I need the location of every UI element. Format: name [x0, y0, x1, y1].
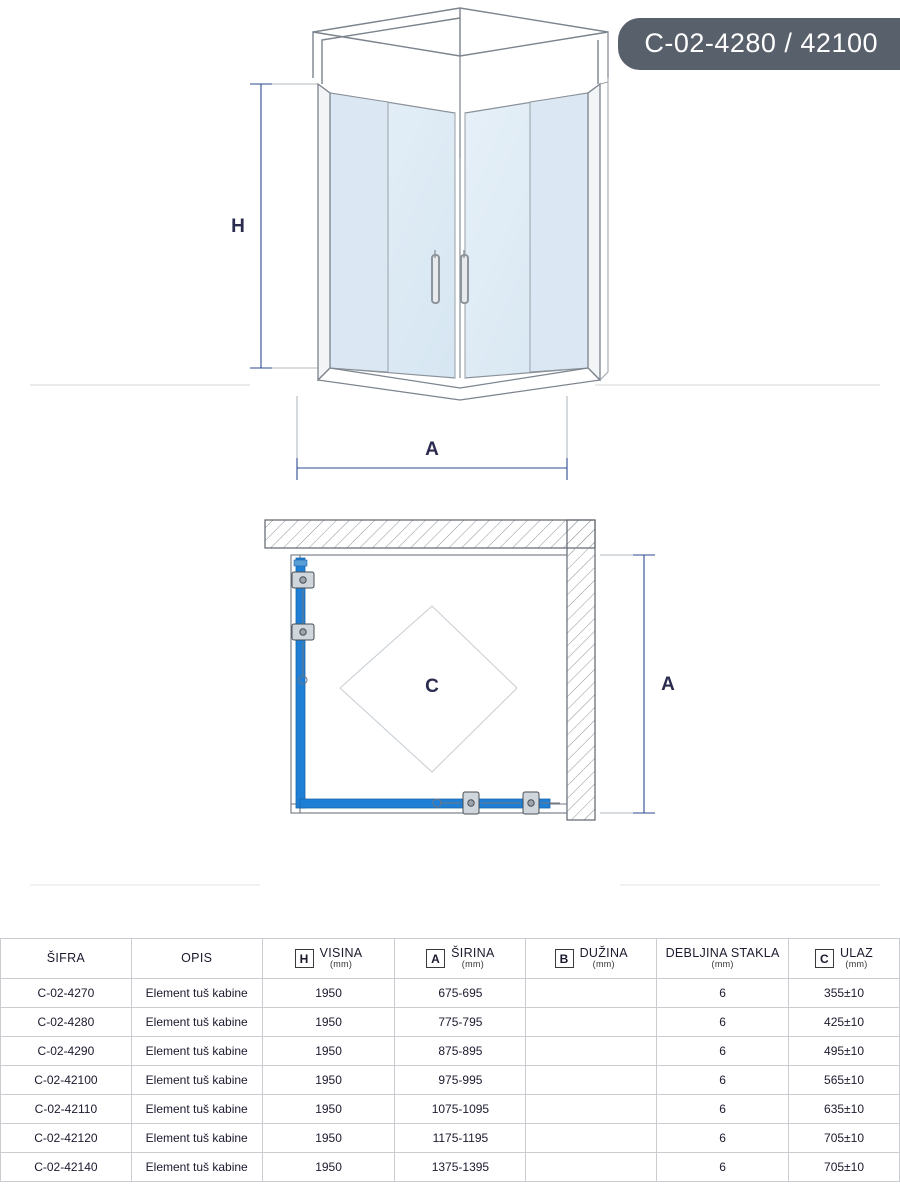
cell-sifra: C-02-42140	[1, 1153, 132, 1182]
header-cell-ulaz	[789, 939, 900, 979]
cell-debljina: 6	[657, 1066, 789, 1095]
cell-visina: 1950	[262, 1095, 395, 1124]
cell-sirina: 1175-1195	[395, 1124, 526, 1153]
cell-opis: Element tuš kabine	[131, 1037, 262, 1066]
cell-sifra: C-02-42120	[1, 1124, 132, 1153]
header-cell-sirina	[395, 939, 526, 979]
cell-visina: 1950	[262, 1153, 395, 1182]
cell-sirina: 1375-1395	[395, 1153, 526, 1182]
cell-debljina: 6	[657, 1037, 789, 1066]
cell-opis: Element tuš kabine	[131, 1095, 262, 1124]
header-label: ŠIFRA	[46, 950, 86, 965]
table-row	[1, 979, 900, 1008]
cell-visina: 1950	[262, 979, 395, 1008]
cell-duzina	[526, 979, 657, 1008]
table-row	[1, 1008, 900, 1037]
product-code-title: C-02-4280 / 42100	[618, 18, 900, 70]
cell-debljina: 6	[657, 979, 789, 1008]
table-row	[1, 1066, 900, 1095]
cell-duzina	[526, 1153, 657, 1182]
cell-visina: 1950	[262, 1037, 395, 1066]
dimension-label-h: H	[231, 216, 245, 237]
header-cell-duzina	[526, 939, 657, 979]
header-label: DUŽINA	[579, 946, 628, 961]
table-row	[1, 1153, 900, 1182]
header-cell-sifra	[1, 939, 132, 979]
cell-debljina: 6	[657, 1008, 789, 1037]
header-cell-visina	[262, 939, 395, 979]
header-unit: (mm)	[845, 959, 868, 970]
cell-duzina	[526, 1066, 657, 1095]
cell-opis: Element tuš kabine	[131, 1066, 262, 1095]
table-header-row	[1, 939, 900, 979]
cell-visina: 1950	[262, 1066, 395, 1095]
table-body	[1, 979, 900, 1182]
cell-sirina: 1075-1095	[395, 1095, 526, 1124]
specification-table	[0, 938, 900, 1182]
header-cell-opis	[131, 939, 262, 979]
table-row	[1, 1037, 900, 1066]
cell-ulaz: 495±10	[789, 1037, 900, 1066]
badge-a-icon: A	[426, 949, 445, 968]
cell-ulaz: 705±10	[789, 1153, 900, 1182]
cell-debljina: 6	[657, 1153, 789, 1182]
cell-duzina	[526, 1008, 657, 1037]
header-unit: (mm)	[592, 959, 615, 970]
cell-duzina	[526, 1095, 657, 1124]
header-label: DEBLJINA STAKLA	[665, 946, 780, 961]
cell-opis: Element tuš kabine	[131, 979, 262, 1008]
cell-duzina	[526, 1124, 657, 1153]
cell-sirina: 775-795	[395, 1008, 526, 1037]
badge-h-icon: H	[295, 949, 314, 968]
cell-duzina	[526, 1037, 657, 1066]
header-unit: (mm)	[329, 959, 353, 970]
cell-ulaz: 425±10	[789, 1008, 900, 1037]
cell-ulaz: 635±10	[789, 1095, 900, 1124]
header-label: OPIS	[181, 950, 213, 965]
table-row	[1, 1124, 900, 1153]
header-label: ŠIRINA	[451, 946, 495, 961]
header-label: ULAZ	[839, 946, 874, 961]
badge-b-icon: B	[555, 949, 574, 968]
cell-sirina: 875-895	[395, 1037, 526, 1066]
header-unit: (mm)	[711, 959, 734, 970]
badge-c-icon: C	[815, 949, 834, 968]
cell-visina: 1950	[262, 1008, 395, 1037]
dimension-label-a-plan: A	[661, 674, 675, 695]
cell-sifra: C-02-4270	[1, 979, 132, 1008]
plan-view-drawing	[0, 500, 900, 930]
header-unit: (mm)	[461, 959, 484, 970]
cell-sifra: C-02-42100	[1, 1066, 132, 1095]
dimension-label-a-top: A	[425, 439, 439, 460]
cell-ulaz: 355±10	[789, 979, 900, 1008]
cell-visina: 1950	[262, 1124, 395, 1153]
table-row	[1, 1095, 900, 1124]
cell-sifra: C-02-4290	[1, 1037, 132, 1066]
cell-debljina: 6	[657, 1124, 789, 1153]
cell-debljina: 6	[657, 1095, 789, 1124]
cell-sirina: 675-695	[395, 979, 526, 1008]
cell-ulaz: 565±10	[789, 1066, 900, 1095]
cell-opis: Element tuš kabine	[131, 1008, 262, 1037]
cell-sifra: C-02-42110	[1, 1095, 132, 1124]
dimension-label-c: C	[425, 676, 439, 697]
cell-sifra: C-02-4280	[1, 1008, 132, 1037]
header-label: VISINA	[319, 946, 363, 961]
perspective-drawing	[0, 0, 900, 500]
header-cell-debljina-stakla	[657, 939, 789, 979]
cell-ulaz: 705±10	[789, 1124, 900, 1153]
cell-sirina: 975-995	[395, 1066, 526, 1095]
cell-opis: Element tuš kabine	[131, 1124, 262, 1153]
cell-opis: Element tuš kabine	[131, 1153, 262, 1182]
